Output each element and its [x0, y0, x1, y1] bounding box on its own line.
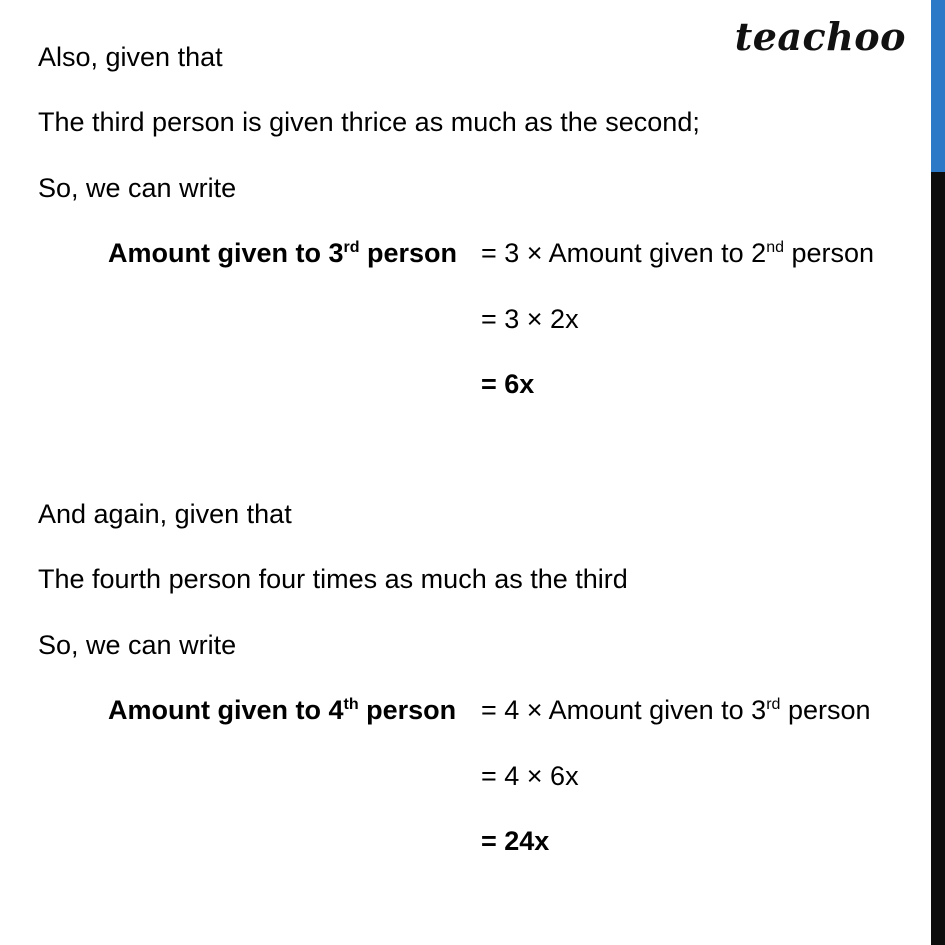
- section1-rhs: = 3 × Amount given to 2nd person: [481, 238, 875, 268]
- section1-lhs: Amount given to 3rd person: [108, 238, 458, 268]
- section2-rhs: = 4 × Amount given to 3rd person: [481, 695, 871, 725]
- section2-result: = 24x: [481, 826, 550, 856]
- section1-step1: = 3 × 2x: [481, 304, 579, 334]
- section1-intro: Also, given that: [38, 42, 223, 72]
- section2-so-write: So, we can write: [38, 630, 237, 660]
- vertical-scrollbar[interactable]: [931, 0, 945, 945]
- section1-so-write: So, we can write: [38, 173, 237, 203]
- teachoo-logo: teachoo: [734, 14, 906, 59]
- scrollbar-thumb[interactable]: [931, 0, 945, 172]
- section1-given: The third person is given thrice as much as the second;: [38, 107, 700, 137]
- section1-result: = 6x: [481, 369, 535, 399]
- section2-lhs: Amount given to 4th person: [108, 695, 457, 725]
- section2-intro: And again, given that: [38, 499, 292, 529]
- section2-step1: = 4 × 6x: [481, 761, 579, 791]
- section2-given: The fourth person four times as much as the third: [38, 564, 628, 594]
